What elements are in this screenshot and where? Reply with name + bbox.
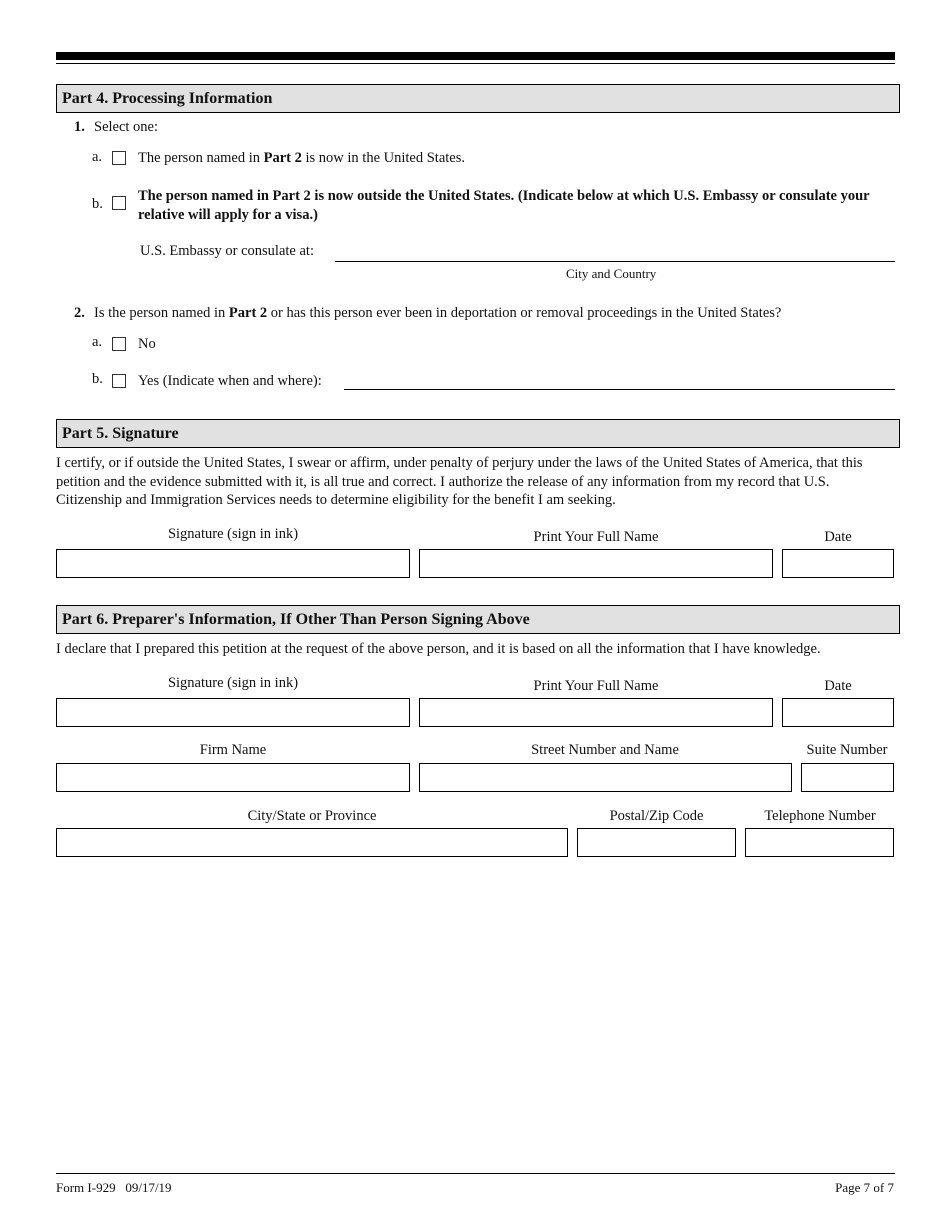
embassy-label: U.S. Embassy or consulate at: [140,243,314,259]
p6-name-label: Print Your Full Name [533,678,659,694]
q1b-checkbox[interactable] [112,196,126,210]
part5-header: Part 5. Signature [56,419,900,448]
phone-label: Telephone Number [764,808,876,824]
p5-signature-field[interactable] [56,549,410,578]
city-label: City/State or Province [247,808,377,824]
declare-statement: I declare that I prepared this petition at the request of the above person, and it is based on all the information that I have knowledge. [56,641,821,657]
certify-statement: I certify, or if outside the United States, I swear or affirm, under penalty of perjury under the laws of the United States of America, that this petition and the evidence submitted with it, is all true and correct. I authorize the release of any information from my record that U.S. Citizenship and Immigration Services needs to determine eligibility for the benefit I am seeking. [56,455,863,508]
q2a-text: No [138,336,156,352]
p6-signature-field[interactable] [56,698,410,727]
street-field[interactable] [419,763,792,792]
zip-label: Postal/Zip Code [609,808,704,824]
city-country-caption: City and Country [566,266,657,281]
part4-header: Part 4. Processing Information [56,84,900,113]
q1-text: Select one: [94,119,159,135]
q2a-letter: a. [92,334,103,350]
q2-number: 2. [74,305,85,321]
q2a-checkbox[interactable] [112,337,126,351]
suite-field[interactable] [801,763,894,792]
suite-label: Suite Number [806,742,888,758]
city-field[interactable] [56,828,568,857]
p5-name-label: Print Your Full Name [533,529,659,545]
q1a-text: The person named in Part 2 is now in the United States. [138,150,466,166]
q1b-text: The person named in Part 2 is now outside the United States. (Indicate below at which U.S. Embassy or consulate your relative will apply for a visa.) [138,188,870,223]
q1a-letter: a. [92,149,103,165]
p5-date-field[interactable] [782,549,894,578]
embassy-input[interactable] [335,261,895,262]
q1-number: 1. [74,119,85,135]
part6-header: Part 6. Preparer's Information, If Other Than Person Signing Above [56,605,900,634]
q2-text: Is the person named in Part 2 or has this person ever been in deportation or removal proceedings in the United States? [94,305,782,321]
p6-signature-label: Signature (sign in ink) [167,675,299,691]
q1b-letter: b. [92,196,103,212]
firm-label: Firm Name [199,742,267,758]
footer-rule [56,1173,895,1174]
q2b-when-where-input[interactable] [344,389,895,390]
q2b-letter: b. [92,371,103,387]
q2b-text: Yes (Indicate when and where): [138,373,322,389]
phone-field[interactable] [745,828,894,857]
page-number: Page 7 of 7 [835,1180,894,1195]
p5-date-label: Date [824,529,852,545]
p5-name-field[interactable] [419,549,773,578]
p6-date-field[interactable] [782,698,894,727]
street-label: Street Number and Name [531,742,679,758]
top-thin-rule [56,63,895,64]
p5-signature-label: Signature (sign in ink) [167,526,299,542]
form-id: Form I-929 09/17/19 [56,1180,172,1195]
firm-field[interactable] [56,763,410,792]
p6-date-label: Date [824,678,852,694]
q1a-checkbox[interactable] [112,151,126,165]
p6-name-field[interactable] [419,698,773,727]
q2b-checkbox[interactable] [112,374,126,388]
zip-field[interactable] [577,828,736,857]
top-thick-rule [56,52,895,60]
